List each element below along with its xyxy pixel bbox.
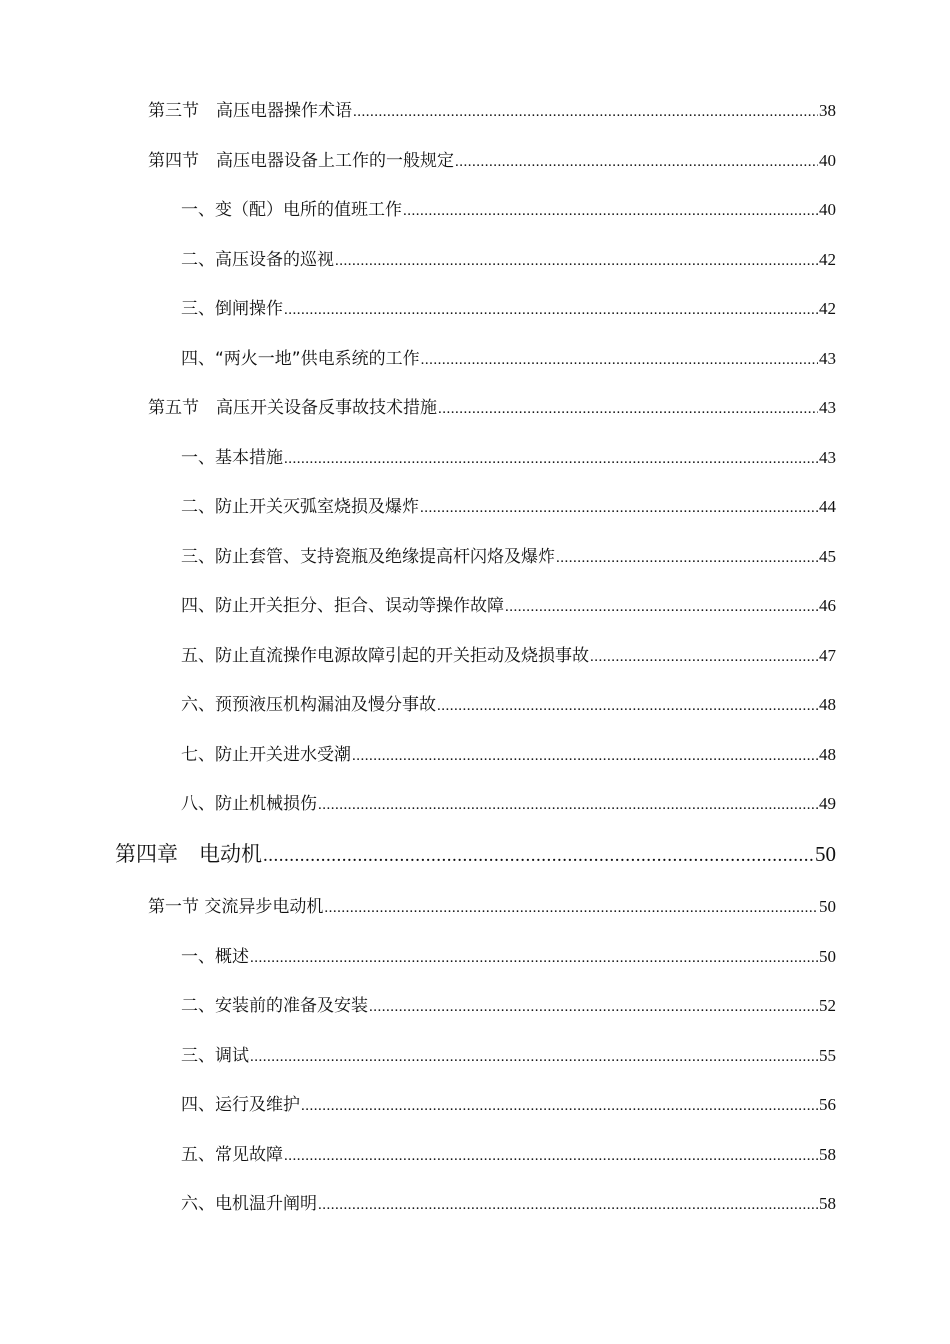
dot-leader <box>369 994 818 1020</box>
dot-leader <box>505 594 818 620</box>
toc-entry-page: 52 <box>819 996 836 1015</box>
toc-entry-item[interactable] <box>181 692 836 718</box>
dot-leader <box>420 495 818 521</box>
toc-entry-title: 第五节 高压开关设备反事故技术措施 <box>148 398 437 418</box>
toc-entry-chapter[interactable] <box>115 839 836 869</box>
dot-leader <box>250 1044 818 1070</box>
toc-entry-title: 五、常见故障 <box>181 1145 283 1165</box>
toc-entry-title: 第四章 电动机 <box>115 842 262 866</box>
toc-entry-title: 五、防止直流操作电源故障引起的开关拒动及烧损事故 <box>181 646 589 666</box>
dot-leader <box>284 446 818 472</box>
toc-entry-page: 42 <box>819 299 836 318</box>
toc-entry-page: 58 <box>819 1145 836 1164</box>
toc-entry-page: 46 <box>819 596 836 615</box>
dot-leader <box>352 743 818 769</box>
toc-entry-page: 50 <box>815 842 836 866</box>
toc-entry-item[interactable] <box>181 1142 836 1168</box>
dot-leader <box>556 545 818 571</box>
toc-entry-item[interactable] <box>181 445 836 471</box>
toc-entry-title: 四、“两火一地”供电系统的工作 <box>181 349 420 369</box>
dot-leader <box>301 1093 818 1119</box>
dot-leader <box>318 792 818 818</box>
toc-entry-title: 六、电机温升阐明 <box>181 1194 317 1214</box>
toc-entry-section[interactable] <box>148 98 836 124</box>
toc-entry-page: 40 <box>819 200 836 219</box>
toc-entry-title: 三、防止套管、支持瓷瓶及绝缘提高杆闪烙及爆炸 <box>181 547 555 567</box>
toc-entry-page: 49 <box>819 794 836 813</box>
toc-entry-page: 43 <box>819 448 836 467</box>
toc-entry-item[interactable] <box>181 544 836 570</box>
toc-entry-title: 三、倒闸操作 <box>181 299 283 319</box>
dot-leader <box>437 693 818 719</box>
toc-entry-title: 七、防止开关进水受潮 <box>181 745 351 765</box>
toc-entry-page: 45 <box>819 547 836 566</box>
toc-entry-title: 第三节 高压电器操作术语 <box>148 101 352 121</box>
toc-entry-page: 58 <box>819 1194 836 1213</box>
toc-entry-item[interactable] <box>181 993 836 1019</box>
toc-entry-page: 47 <box>819 646 836 665</box>
toc-entry-title: 二、安装前的准备及安装 <box>181 996 368 1016</box>
dot-leader <box>284 1143 818 1169</box>
toc-entry-item[interactable] <box>181 944 836 970</box>
toc-entry-title: 四、运行及维护 <box>181 1095 300 1115</box>
toc-entry-page: 50 <box>819 897 836 916</box>
toc-entry-title: 三、调试 <box>181 1046 249 1066</box>
toc-entry-page: 43 <box>819 349 836 368</box>
toc-entry-page: 44 <box>819 497 836 516</box>
dot-leader <box>353 99 818 125</box>
toc-entry-page: 56 <box>819 1095 836 1114</box>
toc-entry-page: 42 <box>819 250 836 269</box>
dot-leader <box>284 297 818 323</box>
toc-entry-title: 一、变（配）电所的值班工作 <box>181 200 402 220</box>
toc-entry-page: 43 <box>819 398 836 417</box>
dot-leader <box>421 347 818 373</box>
toc-entry-item[interactable] <box>181 1191 836 1217</box>
toc-entry-item[interactable] <box>181 494 836 520</box>
toc-entry-item[interactable] <box>181 593 836 619</box>
dot-leader <box>263 841 814 871</box>
toc-entry-page: 50 <box>819 947 836 966</box>
toc-entry-title: 二、高压设备的巡视 <box>181 250 334 270</box>
dot-leader <box>250 945 818 971</box>
toc-entry-item[interactable] <box>181 197 836 223</box>
toc-entry-title: 四、防止开关拒分、拒合、误动等操作故障 <box>181 596 504 616</box>
toc-entry-title: 第四节 高压电器设备上工作的一般规定 <box>148 151 454 171</box>
toc-entry-section[interactable] <box>148 395 836 421</box>
toc-entry-title: 二、防止开关灭弧室烧损及爆炸 <box>181 497 419 517</box>
toc-entry-title: 八、防止机械损伤 <box>181 794 317 814</box>
toc-entry-page: 55 <box>819 1046 836 1065</box>
toc-entry-item[interactable] <box>181 296 836 322</box>
toc-entry-title: 一、概述 <box>181 947 249 967</box>
toc-entry-title: 一、基本措施 <box>181 448 283 468</box>
dot-leader <box>438 396 818 422</box>
dot-leader <box>403 198 818 224</box>
dot-leader <box>590 644 818 670</box>
toc-entry-title: 第一节 交流异步电动机 <box>148 897 324 917</box>
toc-entry-item[interactable] <box>181 791 836 817</box>
toc-entry-page: 38 <box>819 101 836 120</box>
toc-entry-section[interactable] <box>148 148 836 174</box>
toc-entry-item[interactable] <box>181 247 836 273</box>
toc-entry-item[interactable] <box>181 643 836 669</box>
dot-leader <box>318 1192 818 1218</box>
toc-entry-item[interactable] <box>181 742 836 768</box>
toc-entry-section[interactable] <box>148 894 836 920</box>
toc-entry-item[interactable] <box>181 1043 836 1069</box>
toc-entry-title: 六、预预液压机构漏油及慢分事故 <box>181 695 436 715</box>
toc-entry-item[interactable] <box>181 1092 836 1118</box>
toc-entry-page: 48 <box>819 695 836 714</box>
dot-leader <box>324 895 818 921</box>
dot-leader <box>455 149 818 175</box>
dot-leader <box>335 248 818 274</box>
toc-entry-page: 40 <box>819 151 836 170</box>
toc-entry-page: 48 <box>819 745 836 764</box>
toc-entry-item[interactable] <box>181 346 836 372</box>
